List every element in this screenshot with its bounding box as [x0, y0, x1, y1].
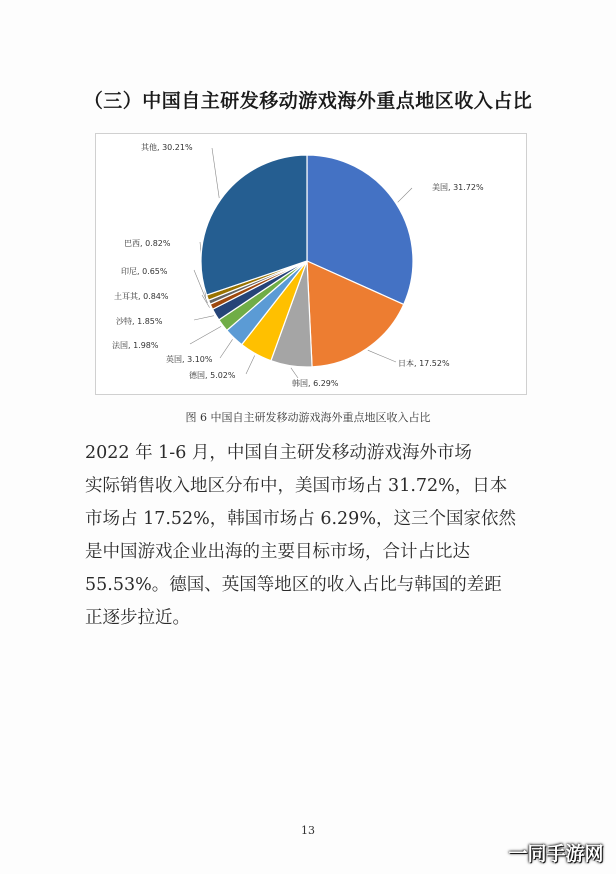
- data-label: 巴西, 0.82%: [124, 239, 171, 248]
- data-label: 法国, 1.98%: [112, 341, 159, 350]
- data-label: 英国, 3.10%: [166, 355, 213, 364]
- paragraph-line: 市场占 17.52%，韩国市场占 6.29%，这三个国家依然: [85, 509, 516, 529]
- leader-line: [190, 326, 221, 344]
- paragraph-line: 55.53%。德国、英国等地区的收入占比与韩国的差距: [85, 575, 502, 595]
- site-watermark: 一同手游网: [508, 843, 604, 865]
- page-number: 13: [301, 824, 315, 837]
- data-label: 土耳其, 0.84%: [114, 292, 169, 301]
- paragraph-line: 是中国游戏企业出海的主要目标市场，合计占比达: [85, 542, 470, 562]
- leader-line: [291, 368, 298, 378]
- paragraph-line: 2022 年 1-6 月，中国自主研发移动游戏海外市场: [85, 443, 472, 463]
- leader-line: [398, 188, 412, 202]
- pie-chart-frame: [95, 133, 527, 395]
- leader-line: [194, 316, 214, 320]
- paragraph-line: 实际销售收入地区分布中，美国市场占 31.72%，日本: [85, 476, 508, 496]
- section-heading: （三）中国自主研发移动游戏海外重点地区收入占比: [83, 90, 533, 112]
- data-label: 印尼, 0.65%: [121, 267, 168, 276]
- data-label: 韩国, 6.29%: [292, 379, 339, 388]
- data-label: 其他, 30.21%: [141, 143, 193, 152]
- body-paragraph: [85, 437, 535, 635]
- data-label: 日本, 17.52%: [398, 359, 450, 368]
- data-label: 沙特, 1.85%: [116, 317, 163, 326]
- leader-line: [220, 339, 233, 358]
- pie-chart: [96, 134, 526, 394]
- paragraph-line: 正逐步拉近。: [85, 608, 190, 628]
- leader-line: [212, 148, 219, 198]
- leader-line: [368, 350, 396, 362]
- figure-caption: 图 6 中国自主研发移动游戏海外重点地区收入占比: [185, 411, 431, 424]
- leader-line: [246, 356, 255, 375]
- data-label: 美国, 31.72%: [432, 183, 484, 192]
- data-label: 德国, 5.02%: [189, 371, 236, 380]
